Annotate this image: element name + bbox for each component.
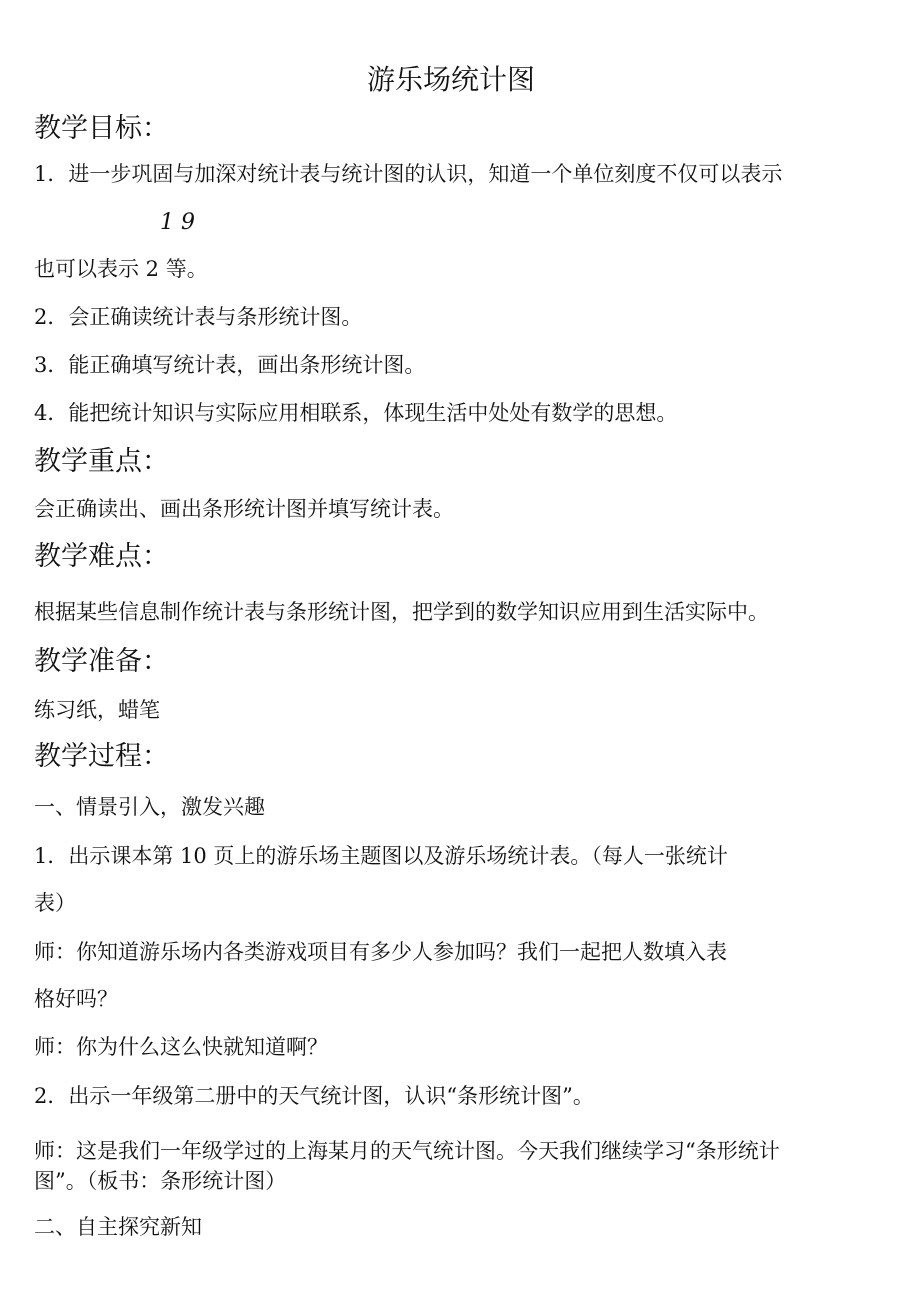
difficulties-text: 根据某些信息制作统计表与条形统计图，把学到的数学知识应用到生活实际中。 (34, 600, 769, 624)
goal-item-2: 2．会正确读统计表与条形统计图。 (34, 305, 363, 329)
process-paragraph-1-line-1: 1．出示课本第 10 页上的游乐场主题图以及游乐场统计表。（每人一张统计 (34, 844, 728, 868)
process-paragraph-5-line-1: 师：这是我们一年级学过的上海某月的天气统计图。今天我们继续学习“条形统计 (34, 1139, 780, 1163)
process-paragraph-4: 2．出示一年级第二册中的天气统计图，认识“条形统计图”。 (34, 1084, 594, 1108)
process-paragraph-1-line-2: 表） (34, 891, 76, 915)
goal-item-4: 4．能把统计知识与实际应用相联系，体现生活中处处有数学的思想。 (34, 401, 678, 425)
goal-item-3: 3．能正确填写统计表，画出条形统计图。 (34, 353, 426, 377)
heading-preparation: 教学准备： (34, 646, 169, 677)
goal-item-1-fraction: 1 9 (160, 210, 195, 235)
process-paragraph-3: 师：你为什么这么快就知道啊？ (34, 1035, 328, 1059)
heading-process: 教学过程： (34, 741, 169, 772)
goal-item-1-line-1: 1．进一步巩固与加深对统计表与统计图的认识，知道一个单位刻度不仅可以表示 (34, 162, 783, 186)
heading-key-points: 教学重点： (34, 446, 169, 477)
process-section-2: 二、自主探究新知 (34, 1215, 202, 1239)
process-paragraph-5-line-2: 图”。（板书：条形统计图） (34, 1169, 287, 1193)
process-section-1: 一、情景引入，激发兴趣 (34, 795, 265, 819)
heading-difficulties: 教学难点： (34, 541, 169, 572)
process-paragraph-2-line-1: 师：你知道游乐场内各类游戏项目有多少人参加吗？我们一起把人数填入表 (34, 940, 727, 964)
goal-item-1-line-2: 也可以表示 2 等。 (34, 257, 208, 281)
preparation-text: 练习纸，蜡笔 (34, 698, 160, 722)
heading-goals: 教学目标： (34, 113, 169, 144)
key-points-text: 会正确读出、画出条形统计图并填写统计表。 (34, 497, 454, 521)
process-paragraph-2-line-2: 格好吗？ (34, 987, 118, 1011)
page-title: 游乐场统计图 (366, 63, 535, 96)
